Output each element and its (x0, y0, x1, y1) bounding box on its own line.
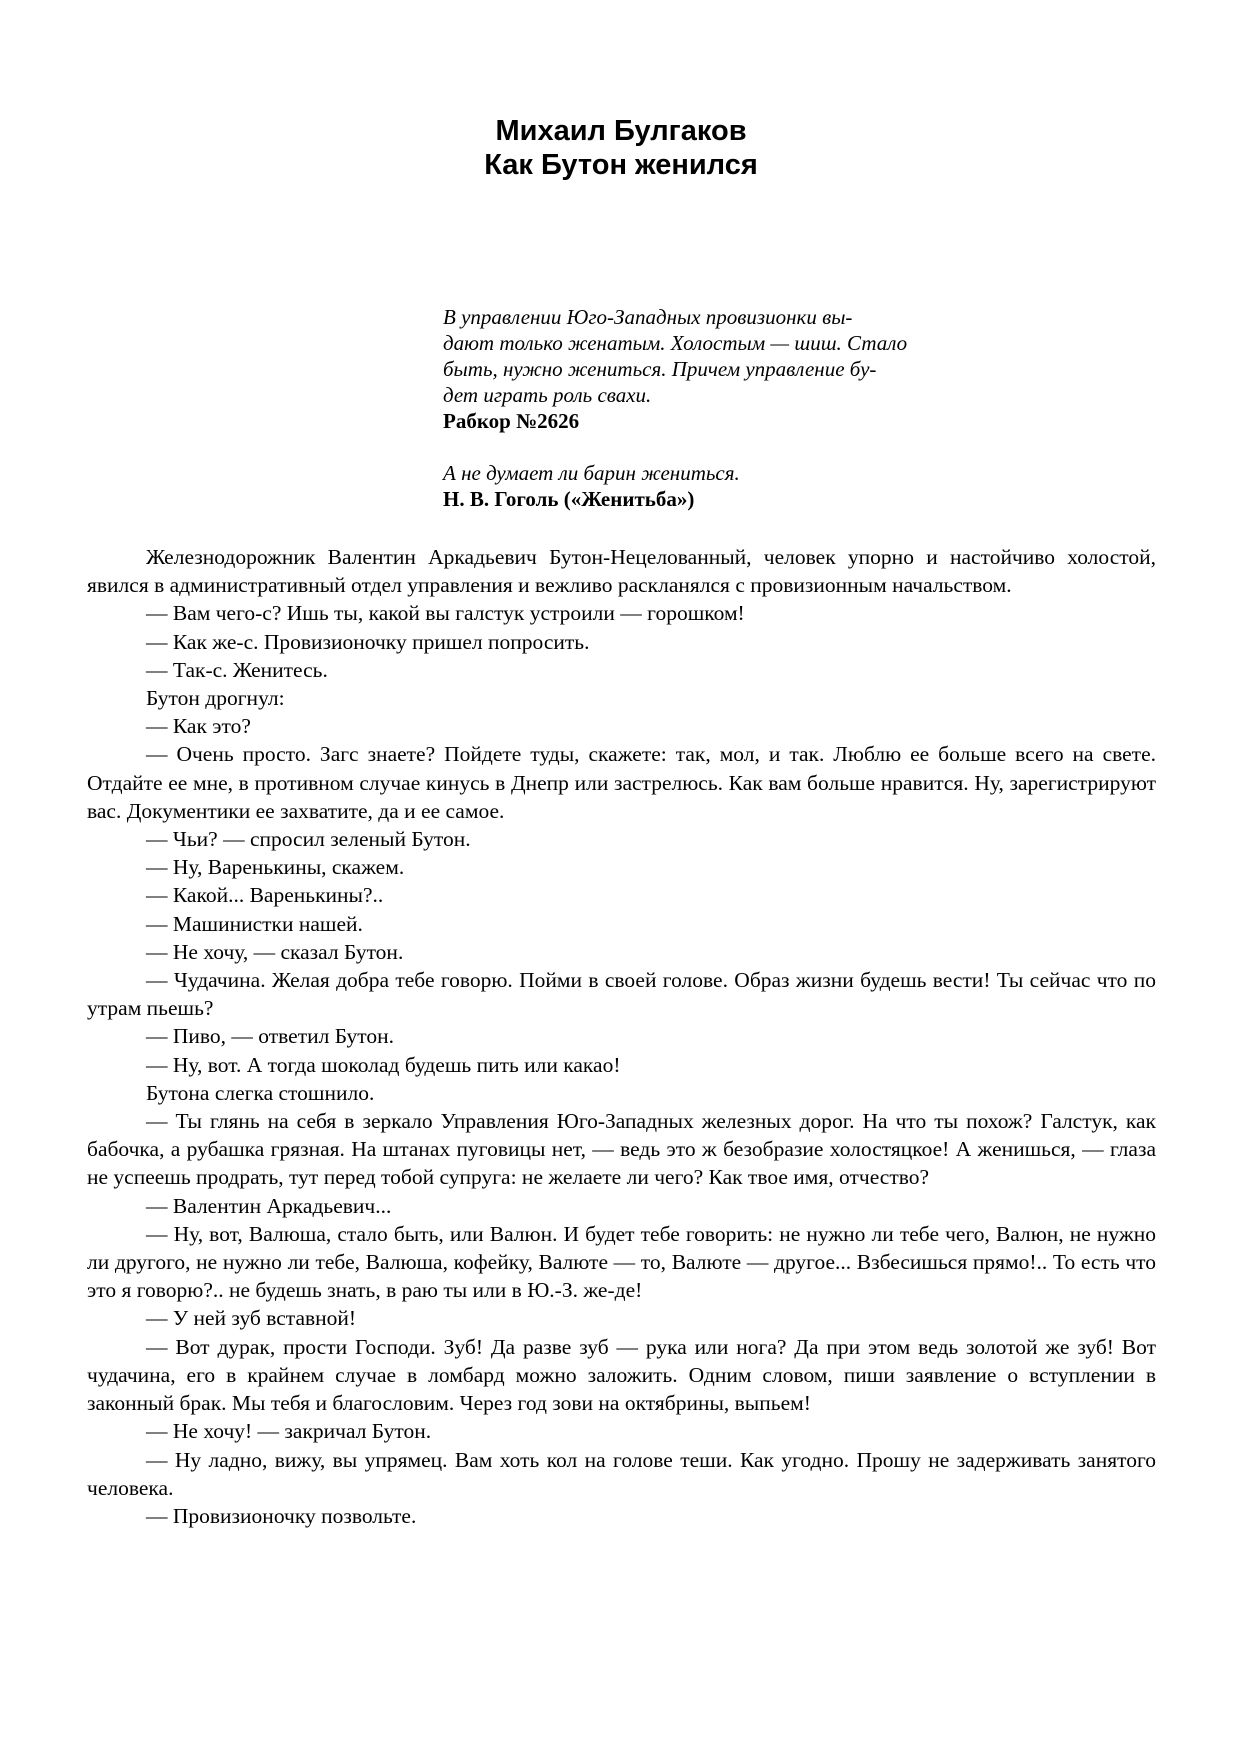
epigraph-line: быть, нужно жениться. Причем управление бу- (443, 357, 877, 381)
paragraph: — Машинистки нашей. (146, 911, 363, 936)
author-name: Михаил Булгаков (495, 115, 747, 147)
epigraph-line: А не думает ли барин жениться. (443, 461, 740, 485)
epigraph-source: Н. В. Гоголь («Женитьба») (443, 487, 695, 511)
paragraph: — Какой... Варенькины?.. (146, 883, 384, 908)
paragraph: — Ну, вот. А тогда шоколад будешь пить или какао! (146, 1052, 621, 1077)
paragraph: — Провизионочку позвольте. (146, 1503, 417, 1528)
epigraph-line: дет играть роль свахи. (443, 383, 652, 407)
paragraph: — Ну ладно, вижу, вы упрямец. Вам хоть кол на голове теши. Как угодно. Прошу не задерживать занятого человека. (87, 1447, 1156, 1500)
paragraph: — Так-с. Женитесь. (146, 657, 328, 682)
paragraph: — Не хочу, — сказал Бутон. (146, 939, 404, 964)
story-body (87, 543, 1156, 1530)
epigraph (443, 460, 1003, 512)
paragraph: — Вам чего-с? Ишь ты, какой вы галстук устроили — горошком! (146, 601, 745, 626)
paragraph: Бутон дрогнул: (146, 686, 285, 711)
paragraph: — Как же-с. Провизионочку пришел попросить. (146, 629, 590, 654)
paragraph: — Как это? (146, 714, 251, 739)
paragraph: — Не хочу! — закричал Бутон. (146, 1419, 432, 1444)
paragraph: — Очень просто. Загс знаете? Пойдете туды, скажете: так, мол, и так. Люблю ее больше всего на свете. Отдайте ее мне, в противном случае кинусь в Днепр или застрелюсь. Как вам больше нравится. Ну, зарегистрируют вас. Документики ее захватите, да и ее самое. (87, 742, 1156, 823)
epigraph-source: Рабкор №2626 (443, 409, 580, 433)
paragraph: Железнодорожник Валентин Аркадьевич Бутон-Нецелованный, человек упорно и настойчиво холостой, явился в административный отдел управления и вежливо раскланялся с провизионным начальством. (87, 545, 1156, 598)
epigraphs (443, 304, 1003, 512)
paragraph: — Чьи? — спросил зеленый Бутон. (146, 827, 471, 852)
epigraph-line: В управлении Юго-Западных провизионки вы- (443, 305, 853, 329)
paragraph: — Пиво, — ответил Бутон. (146, 1024, 395, 1049)
title-block (0, 114, 1242, 182)
paragraph: — Ну, вот, Валюша, стало быть, или Валюн. И будет тебе говорить: не нужно ли тебе чего, Валюн, не нужно ли другого, не нужно ли тебе, Валюша, кофейку, Валюте — то, Валюте — другое... Взбесишься прямо!.. То есть что это я говорю?.. не будешь знать, в раю ты или в Ю.-З. же-де! (87, 1221, 1156, 1303)
paragraph: — У ней зуб вставной! (146, 1306, 357, 1331)
paragraph: — Ты глянь на себя в зеркало Управления Юго-Западных железных дорог. На что ты похож? Галстук, как бабочка, а рубашка грязная. На штанах пуговицы нет, — ведь это ж безобразие холостяцкое! А женишься, — глаза не успеешь продрать, тут перед тобой супруга: не желаете ли чего? Как твое имя, отчество? (87, 1109, 1156, 1190)
paragraph: — Вот дурак, прости Господи. Зуб! Да разве зуб — рука или нога? Да при этом ведь золотой же зуб! Вот чудачина, его в крайнем случае в ломбард можно заложить. Одним словом, пиши заявление о вступлении в законный брак. Мы тебя и благословим. Через год зови на октябрины, выпьем! (87, 1334, 1156, 1416)
paragraph: Бутона слегка стошнило. (146, 1080, 375, 1105)
paragraph: — Чудачина. Желая добра тебе говорю. Пойми в своей голове. Образ жизни будешь вести! Ты сейчас что по утрам пьешь? (87, 968, 1156, 1021)
epigraph-spacer (443, 434, 1003, 460)
paragraph: — Ну, Варенькины, скажем. (146, 855, 405, 880)
paragraph: — Валентин Аркадьевич... (146, 1193, 392, 1218)
story-title: Как Бутон женился (484, 149, 758, 181)
epigraph-line: дают только женатым. Холостым — шиш. Стало (443, 331, 908, 355)
epigraph (443, 304, 1003, 434)
